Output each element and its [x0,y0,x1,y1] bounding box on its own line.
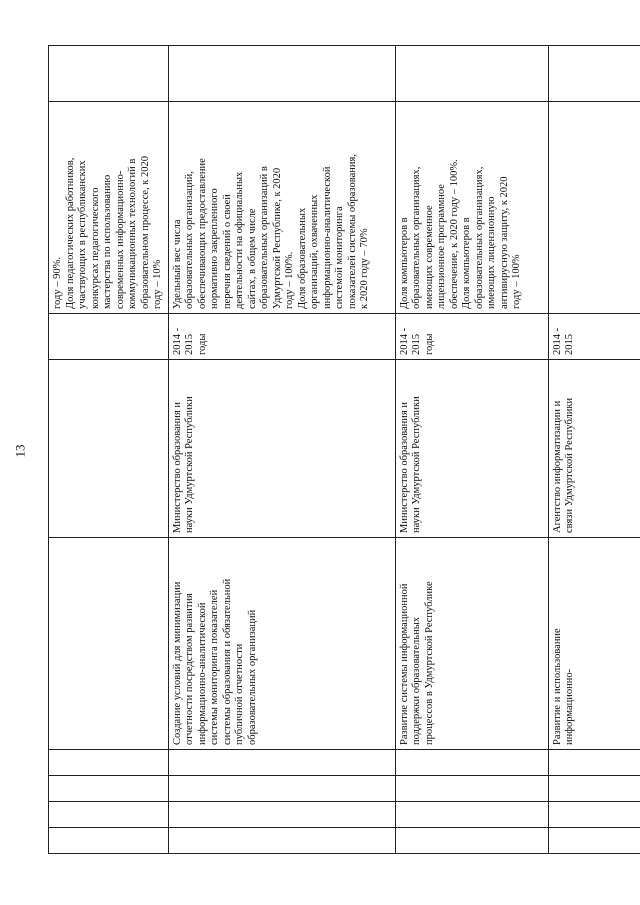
cell-text-line: к 2020 году – 70% [359,228,370,309]
cell-text-line: году – 90%. [52,257,63,309]
table-cell [395,46,548,102]
cell-text-line: мастерства по использованию [102,174,113,309]
table-cell [168,46,395,102]
table-cell [395,360,548,538]
cell-text-line: Развитие и использование [551,628,563,745]
table-cell [548,538,640,750]
table-cell [49,46,169,102]
cell-text-line: перечня сведений о своей [221,194,233,309]
cell-text-line: современных информационно- [114,170,126,309]
cell-text-line: организаций, охваченных [309,194,320,309]
table-row [49,46,169,854]
table-body [49,46,640,854]
page-number: 13 [12,444,28,458]
table-cell [395,314,548,360]
cell-text-line: Развитие системы информационной [398,583,410,745]
cell-text-line: антивирусную защиту, к 2020 [498,176,510,309]
program-table [48,45,640,854]
cell-text-line: лицензионное программное [436,184,447,309]
cell-text-line: Доля образовательных [296,207,308,309]
table-row [168,46,395,854]
cell-text-line: образовательных организациях, [473,166,485,309]
table-row [548,46,640,854]
cell-text-line: образовательных организаций в [259,166,270,309]
cell-text-line: образовательном процессе, к 2020 [139,155,151,309]
cell-text-line: 2014 - [171,327,183,355]
table-cell [49,828,169,854]
table-cell [168,776,395,802]
cell-text-line: процессов в Удмуртской Республике [423,581,435,745]
cell-text-line: 2014 - [551,327,563,355]
cell-text-line: образовательных организациях, [411,166,422,309]
cell-text-line: 2015 [184,334,195,355]
table-cell [548,828,640,854]
cell-text-line: обеспечение, к 2020 году – 100%. [448,159,460,309]
cell-text-line: 2015 [411,334,422,355]
cell-text-line: образовательных организаций, [184,171,195,309]
table-cell [49,750,169,776]
table-cell [548,360,640,538]
table-cell [49,102,169,314]
cell-text-line: Удельный вес числа [171,219,183,309]
table-cell [168,102,395,314]
cell-text-line: коммуникационных технологий в [127,158,138,309]
cell-text-line: поддержки образовательных [411,616,422,745]
cell-text-line: информационно-аналитической [321,166,333,309]
table-cell [168,538,395,750]
table-cell [395,828,548,854]
cell-text-line: науки Удмуртской Республики [184,396,195,533]
cell-text-line: Создание условий для минимизации [171,581,183,745]
table-cell [168,802,395,828]
table-cell [548,46,640,102]
cell-text-line: нормативно закрепленного [209,188,220,309]
cell-text-line: обеспечивающих предоставление [196,158,208,309]
cell-text-line: году – 100% [511,254,522,309]
cell-text-line: связи Удмуртской Республики [564,397,575,533]
cell-text-line: году – 10% [152,259,163,309]
table-cell [49,538,169,750]
table-cell [168,750,395,776]
cell-text-line: сайтах, в общем числе [246,208,258,309]
cell-text-line: году – 100%. [284,251,295,309]
table-cell [49,314,169,360]
table-cell [548,102,640,314]
cell-text-line: Доля педагогических работников, [64,157,76,309]
cell-text-line: информационно-аналитической [196,602,208,745]
cell-text-line: Министерство образования и [398,402,410,533]
cell-text-line: показателей системы образования, [346,154,358,309]
table-cell [395,538,548,750]
cell-text-line: годы [196,333,208,355]
cell-text-line: имеющих современное [423,205,435,309]
cell-text-line: имеющих лицензионную [486,196,497,309]
cell-text-line: отчетности посредством развития [184,593,195,745]
cell-text-line: 2015 [564,334,575,355]
cell-text-line: науки Удмуртской Республики [411,396,422,533]
cell-text-line: конкурсах педагогического [89,187,101,309]
cell-text-line: образовательных организаций [246,609,258,745]
table-cell [548,314,640,360]
table-cell [395,802,548,828]
table-cell [548,802,640,828]
document-table-rotated [48,46,578,854]
table-cell [49,360,169,538]
table-row [395,46,548,854]
table-cell [168,314,395,360]
cell-text-line: Агентство информатизации и [551,400,563,533]
cell-text-line: системой мониторинга [334,206,345,309]
table-cell [548,750,640,776]
table-cell [49,776,169,802]
cell-text-line: системы образования и обязательной [221,578,233,745]
table-cell [49,802,169,828]
table-cell [168,360,395,538]
table-cell [395,102,548,314]
cell-text-line: Доля компьютеров в [398,217,410,309]
table-cell [548,776,640,802]
table-stage [48,46,578,854]
table-cell [395,750,548,776]
cell-text-line: участвующих в республиканских [77,160,88,309]
cell-text-line: годы [423,333,435,355]
cell-text-line: деятельности на официальных [234,171,245,309]
cell-text-line: Удмуртской Республике, к 2020 [271,167,283,309]
cell-text-line: 2014 - [398,327,410,355]
cell-text-line: Министерство образования и [171,402,183,533]
cell-text-line: информационно- [564,668,575,745]
table-cell [395,776,548,802]
cell-text-line: Доля компьютеров в [461,217,472,309]
cell-text-line: системы мониторинга показателей [209,589,220,745]
cell-text-line: публичной отчетности [234,643,245,745]
table-cell [168,828,395,854]
